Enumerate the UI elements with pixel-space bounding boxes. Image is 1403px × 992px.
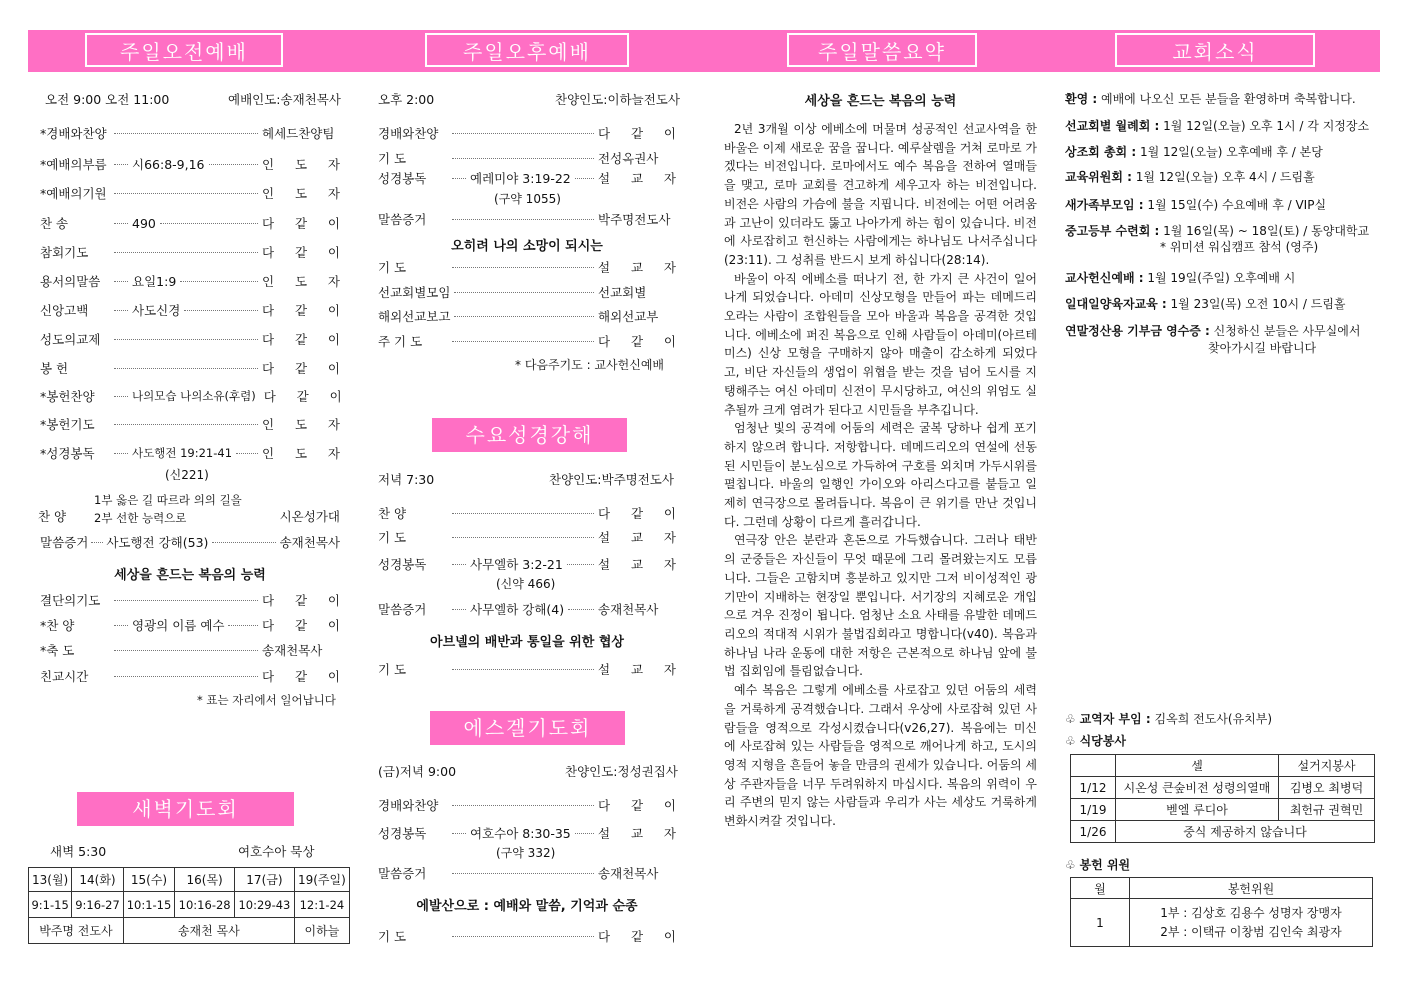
order-item-role: 전성옥권사: [598, 151, 659, 166]
ezekiel-time: (금)저녁 9:00: [378, 764, 457, 779]
summary-paragraph: 예수 복음은 그렇게 에베소를 사로잡고 있던 어둠의 세력을 거룩하게 공격했습니다. 그래서 우상에 사로잡혀 있던 사람들을 영적으로 각성시켰습니다(v26,27). 복음에는 미신에 사로잡혀 있는 사람들을 영적으로 깨어나게 하고, 도시의 영적 지형을 흔들어 놓을 만큼의 권세가 있습니다. 어둠의 세상 주관자들을 너무 두려워하지 마십시다. 복음의 위력이 우리 주변의 믿지 않는 사람들과 우리가 사는 세상도 거룩하게 변화시켜갈 것입니다.: [724, 683, 1037, 829]
order-item-detail: 사무엘하 3:2-21: [470, 557, 563, 572]
news-item-value: 신청하신 분들은 사무실에서: [1209, 324, 1361, 338]
morning-time: 오전 9:00 오전 11:00: [45, 92, 170, 107]
order-item-label: *예배의기원: [40, 186, 107, 201]
morning-reading-ref: (신221): [165, 468, 209, 482]
news-item-label: 환영 :: [1065, 92, 1098, 106]
order-item-role: 송재천목사: [598, 866, 659, 881]
news-item-value: 1월 12일(오늘) 오후 4시 / 드림홀: [1131, 170, 1315, 184]
order-item-label: 말씀증거: [378, 866, 427, 881]
news-item-value: 1월 16일(목) ~ 18일(토) / 동양대학교: [1159, 224, 1370, 238]
order-item-role: 다 같 이: [598, 334, 676, 349]
morning-order-item: [40, 242, 340, 262]
dawn-prayer-title: 새벽기도회: [77, 792, 294, 826]
offering-heading: [1065, 856, 1130, 873]
order-item-role: 다 같 이: [262, 216, 340, 231]
order-item-role: 다 같 이: [262, 593, 340, 608]
dawn-leader-cell: 이하늘: [294, 918, 349, 944]
dining-header-row: [1071, 755, 1375, 777]
order-item-label: *봉헌기도: [40, 417, 95, 432]
order-item-label: 신앙고백: [40, 303, 89, 318]
order-item-role: 헤세드찬양팀: [262, 126, 335, 141]
news-item-value: 1월 12일(오늘) 오후예배 후 / 본당: [1136, 145, 1323, 159]
clover-icon: ♧: [1065, 712, 1076, 726]
offering-title: 봉헌 위원: [1079, 858, 1131, 872]
summary-paragraph: 연극장 안은 분란과 혼돈으로 가득했습니다. 그러나 태반의 군중들은 자신들이 무엇 때문에 그리 몰려왔는지도 모릅니다. 그들은 고함치며 흥분하고 있지만 그저 비이성적인 광기만이 지배하는 현장일 뿐입니다. 서기장의 지혜로운 개입으로 겨우 진정이 됩니다. 엄청난 소요 사태를 유발한 데메드리오의 적대적 시위가 불법집회라고 명합니다(v40). 복음과 하나님 나라 운동에 대한 저항은 근본적으로 하나님 앞에 불법 집회임에 틀림없습니다.: [724, 533, 1037, 679]
order-item-role: 다 같 이: [598, 929, 676, 944]
dawn-passage-cell: 10:16-28: [175, 892, 235, 918]
order-item-detail: 나의모습 나의소유(후렴): [132, 389, 256, 403]
order-item-label: 기 도: [378, 929, 407, 944]
summary-paragraph: 바울이 아직 에베소를 떠나기 전, 한 가지 큰 사건이 일어나게 되었습니다. 아데미 신상모형을 만들어 파는 데메드리오라는 사람이 조합원들을 모아 바울과 복음을 공격한 것입니다. 에베소에 퍼진 복음으로 인해 사람들이 아데미(아르테미스) 신상 모형을 구매하지 않아 매출이 감소하게 되었다고, 비단 자신들의 생업이 위협을 받는 것을 넘어 도시를 지탱해주는 여신 아데미 신전이 무시당하고, 여신의 위엄도 실추될까 크게 염려가 된다고 시민들을 부추깁니다.: [724, 271, 1037, 417]
order-item-role: 인 도 자: [262, 417, 340, 432]
dawn-passage-cell: 9:16-27: [72, 892, 124, 918]
ezekiel-title: 에스겔기도회: [430, 711, 625, 745]
order-item-role: 다 같 이: [262, 332, 340, 347]
news-item: [1065, 117, 1369, 134]
order-item-role: 다 같 이: [262, 245, 340, 260]
afternoon-sermon-item: [378, 209, 676, 229]
order-item-role: 설 교 자: [598, 662, 676, 677]
dining-wash: 최헌규 권혁민: [1279, 799, 1375, 821]
order-item-role: 다 같 이: [263, 389, 342, 404]
order-item-label: 참회기도: [40, 245, 89, 260]
morning-order-item: [40, 414, 340, 434]
news-item-label: 일대일양육자교육 :: [1065, 297, 1167, 311]
afternoon-order-item: [378, 331, 676, 351]
morning-order-item: [40, 615, 340, 635]
news-item: [1065, 196, 1326, 213]
offering-row: [1071, 899, 1373, 947]
sermon-series: 사도행전 강해(53): [106, 535, 209, 550]
dawn-day-cell: 15(수): [123, 868, 175, 892]
minister-notice: [1065, 710, 1272, 727]
order-item-role: 인 도 자: [262, 446, 340, 461]
dawn-leader-cell: 박주명 전도사: [29, 918, 124, 944]
dawn-book: 여호수아 묵상: [238, 844, 315, 859]
order-item-role: 송재천목사: [262, 643, 323, 658]
afternoon-order-item: [378, 168, 676, 188]
order-item-detail: 사도행전 19:21-41: [132, 446, 233, 460]
header-afternoon-service: 주일오후예배: [425, 33, 629, 67]
dawn-day-cell: 17(금): [235, 868, 295, 892]
offering-month: 1: [1071, 899, 1130, 947]
morning-order-item: [40, 443, 340, 463]
news-item-value: 1월 23일(목) 오전 10시 / 드림홀: [1166, 297, 1346, 311]
morning-order-item: [40, 640, 340, 660]
dawn-time: 새벽 5:30: [50, 844, 107, 859]
dining-date: 1/26: [1071, 821, 1116, 843]
anthem-label: 찬 양: [38, 509, 67, 524]
news-item: [1065, 90, 1356, 107]
dawn-day-cell: 14(화): [72, 868, 124, 892]
wednesday-sermon-title: 아브넬의 배반과 통일을 위한 협상: [430, 635, 624, 650]
afternoon-leader: 찬양인도:이하늘전도사: [555, 92, 680, 107]
dining-title: 식당봉사: [1079, 734, 1126, 748]
next-prayer-note: * 다음주기도 : 교사헌신예배: [515, 358, 664, 372]
sermon-label: 말씀증거: [40, 535, 89, 550]
order-item-role: 설 교 자: [598, 260, 676, 275]
offering-header-row: [1071, 878, 1373, 899]
morning-order-item: [40, 666, 340, 686]
dawn-day-cell: 16(목): [175, 868, 235, 892]
dawn-passage-cell: 9:1-15: [29, 892, 72, 918]
order-item-label: 경배와찬양: [378, 798, 439, 813]
dawn-passage-cell: 12:1-24: [294, 892, 349, 918]
dawn-schedule-table: [28, 867, 350, 944]
order-item-role: 다 같 이: [262, 303, 340, 318]
dining-row: [1071, 799, 1375, 821]
morning-order-item: [40, 213, 340, 233]
news-item-label: 연말정산용 기부금 영수증 :: [1065, 324, 1210, 338]
morning-leader: 예배인도:송재천목사: [228, 92, 341, 107]
news-item: [1065, 143, 1323, 160]
order-item-label: *찬 양: [40, 618, 75, 633]
ezekiel-sermon-item: [378, 863, 676, 883]
order-item-label: 선교회별모임: [378, 285, 451, 300]
order-item-role: 박주명전도사: [598, 212, 671, 227]
news-item: [1065, 295, 1346, 312]
order-item-detail: 요일1:9: [132, 274, 177, 289]
minister-label: 교역자 부임 :: [1079, 712, 1151, 726]
order-item-role: 설 교 자: [598, 557, 676, 572]
news-item-label: 교육위원회 :: [1065, 170, 1132, 184]
dining-heading: [1065, 732, 1126, 749]
order-item-label: 결단의기도: [40, 593, 101, 608]
morning-order-item: [40, 386, 340, 406]
afternoon-sermon-title: 오히려 나의 소망이 되시는: [451, 239, 603, 254]
dawn-passages-row: [29, 892, 350, 918]
dawn-leader-cell: 송재천 목사: [123, 918, 294, 944]
anthem-song-2: 2부 선한 능력으로: [94, 511, 187, 525]
order-item-label: 용서의말씀: [40, 274, 101, 289]
order-item-role: 송재천목사: [598, 602, 659, 617]
order-item-label: 성경봉독: [378, 826, 427, 841]
order-item-label: 성도의교제: [40, 332, 101, 347]
order-item-role: 다 같 이: [262, 618, 340, 633]
order-item-label: *예배의부름: [40, 157, 107, 172]
morning-order-item: [40, 329, 340, 349]
news-item-value: 1월 15일(수) 수요예배 후 / VIP실: [1143, 198, 1327, 212]
dawn-passage-cell: 10:29-43: [235, 892, 295, 918]
order-item-role: 다 같 이: [262, 669, 340, 684]
dawn-passage-cell: 10:1-15: [123, 892, 175, 918]
order-item-role: 다 같 이: [262, 361, 340, 376]
morning-order-item: [40, 300, 340, 320]
news-item-value: 1월 12일(오늘) 오후 1시 / 각 지정장소: [1159, 119, 1370, 133]
wednesday-order-item: [378, 527, 676, 547]
order-item-role: 인 도 자: [262, 157, 340, 172]
morning-order-item: [40, 271, 340, 291]
order-item-label: *축 도: [40, 643, 75, 658]
morning-order-item: [40, 183, 340, 203]
order-item-detail: 예레미야 3:19-22: [470, 171, 571, 186]
news-item-label: 상조회 총회 :: [1065, 145, 1137, 159]
dining-wash: 김병오 최병덕: [1279, 777, 1375, 799]
dawn-day-cell: 19(주일): [294, 868, 349, 892]
order-item-role: 다 같 이: [598, 506, 676, 521]
retreat-note: * 위미션 워십캠프 참석 (영주): [1160, 240, 1319, 254]
ezekiel-reading-ref: (구약 332): [496, 846, 556, 860]
news-item: [1065, 168, 1315, 185]
order-item-label: *경배와찬양: [40, 126, 107, 141]
order-item-label: 해외선교보고: [378, 309, 451, 324]
order-item-label: 친교시간: [40, 669, 89, 684]
news-item-label: 새가족부모임 :: [1065, 198, 1144, 212]
dining-date: 1/12: [1071, 777, 1116, 799]
sermon-preacher: 송재천목사: [279, 535, 340, 550]
dining-date: 1/19: [1071, 799, 1116, 821]
afternoon-reading-ref: (구약 1055): [494, 192, 561, 206]
receipt-note: 찾아가시길 바랍니다: [1208, 341, 1317, 355]
header-morning-service: 주일오전예배: [85, 33, 283, 67]
dawn-days-row: [29, 868, 350, 892]
standing-note: * 표는 자리에서 일어납니다: [197, 693, 336, 707]
minister-value: 김옥희 전도사(유치부): [1150, 712, 1273, 726]
ezekiel-order-item: [378, 926, 676, 946]
order-item-label: 기 도: [378, 530, 407, 545]
order-item-role: 인 도 자: [262, 186, 340, 201]
header-sermon-summary: 주일말씀요약: [787, 33, 977, 67]
anthem-song-1: 1부 옳은 길 따르라 의의 길을: [94, 493, 242, 507]
anthem-choir: 시온성가대: [279, 509, 340, 524]
morning-order-item: [40, 123, 340, 143]
order-item-role: 다 같 이: [598, 126, 676, 141]
order-item-label: 찬 송: [40, 216, 69, 231]
order-item-label: 기 도: [378, 662, 407, 677]
order-item-role: 설 교 자: [598, 171, 676, 186]
offering-line-1: 1부 : 김상호 김용수 성명자 장맹자: [1160, 905, 1342, 920]
offering-table: [1070, 877, 1373, 947]
clover-icon: ♧: [1065, 858, 1076, 872]
order-item-label: 경배와찬양: [378, 126, 439, 141]
afternoon-order-item: [378, 148, 676, 168]
offering-col-month: 월: [1071, 878, 1130, 899]
order-item-detail: 영광의 이름 예수: [132, 618, 225, 633]
order-item-role: 설 교 자: [598, 530, 676, 545]
order-item-label: 말씀증거: [378, 602, 427, 617]
order-item-detail: 시66:8-9,16: [132, 157, 205, 172]
order-item-label: 성경봉독: [378, 171, 427, 186]
order-item-label: 봉 헌: [40, 361, 69, 376]
news-item-label: 선교회별 월례회 :: [1065, 119, 1160, 133]
wednesday-leader: 찬양인도:박주명전도사: [549, 472, 674, 487]
dining-cell: 시온성 큰숲비전 성령의열매: [1116, 777, 1279, 799]
afternoon-time: 오후 2:00: [378, 92, 435, 107]
news-item: [1065, 322, 1360, 339]
order-item-role: 설 교 자: [598, 826, 676, 841]
afternoon-order-item: [378, 123, 676, 143]
wednesday-title: 수요성경강해: [432, 418, 627, 452]
offering-members: [1130, 899, 1373, 947]
order-item-role: 해외선교부: [598, 309, 659, 324]
dining-col-wash: 설거지봉사: [1279, 755, 1375, 777]
order-item-detail: 사도신경: [132, 303, 181, 318]
order-item-label: 말씀증거: [378, 212, 427, 227]
order-item-label: 기 도: [378, 151, 407, 166]
order-item-label: 성경봉독: [378, 557, 427, 572]
morning-sermon-title: 세상을 흔드는 복음의 능력: [114, 568, 266, 583]
news-item: [1065, 222, 1369, 239]
morning-order-item: [40, 358, 340, 378]
order-item-detail: 사무엘하 강해(4): [470, 602, 565, 617]
dining-row: [1071, 821, 1375, 843]
header-church-news: 교회소식: [1115, 33, 1315, 67]
wednesday-reading-ref: (신약 466): [496, 577, 556, 591]
dining-cell: 중식 제공하지 않습니다: [1116, 821, 1375, 843]
dining-col-cell: 셀: [1116, 755, 1279, 777]
news-item: [1065, 269, 1295, 286]
wednesday-sermon-item: [378, 599, 676, 619]
order-item-role: 인 도 자: [262, 274, 340, 289]
dining-cell: 벧엘 루디아: [1116, 799, 1279, 821]
wednesday-time: 저녁 7:30: [378, 472, 435, 487]
order-item-detail: 여호수아 8:30-35: [470, 826, 571, 841]
news-item-label: 교사헌신예배 :: [1065, 271, 1144, 285]
news-item-value: 예배에 나오신 모든 분들을 환영하며 축복합니다.: [1097, 92, 1356, 106]
ezekiel-sermon-title: 에발산으로 : 예배와 말씀, 기억과 순종: [416, 899, 638, 914]
ezekiel-leader: 찬양인도:정성권집사: [565, 764, 678, 779]
order-item-label: 찬 양: [378, 506, 407, 521]
offering-col-members: 봉헌위원: [1130, 878, 1373, 899]
order-item-role: 선교회별: [598, 285, 647, 300]
order-item-detail: 490: [132, 215, 156, 231]
order-item-label: 주 기 도: [378, 334, 423, 349]
dining-row: [1071, 777, 1375, 799]
wednesday-order-item: [378, 554, 676, 574]
news-item-value: 1월 19일(주일) 오후예배 시: [1143, 271, 1296, 285]
afternoon-order-item: [378, 306, 676, 326]
order-item-label: 기 도: [378, 260, 407, 275]
clover-icon: ♧: [1065, 734, 1076, 748]
summary-body: [724, 120, 1037, 831]
summary-title: 세상을 흔드는 복음의 능력: [804, 94, 957, 109]
summary-paragraph: 엄청난 빛의 공격에 어둠의 세력은 굴복 당하나 쉽게 포기하지 않으려 합니다. 저항합니다. 데메드리오의 연설에 선동된 시민들이 분노심으로 가득하여 구호를 외치며 가두시위를 펼칩니다. 바울의 일행인 가이오와 아리스다고를 붙들고 일제히 연극장으로 몰려듭니다. 복음이 큰 위기를 만난 것입니다. 그런데 상황이 다르게 흘러갑니다.: [724, 421, 1037, 529]
ezekiel-order-item: [378, 823, 676, 843]
dawn-leaders-row: [29, 918, 350, 944]
wednesday-order-item: [378, 659, 676, 679]
afternoon-order-item: [378, 257, 676, 277]
morning-order-item: [40, 590, 340, 610]
afternoon-order-item: [378, 282, 676, 302]
order-item-label: *봉헌찬양: [40, 389, 95, 404]
summary-paragraph: 2년 3개월 이상 에베소에 머물며 성공적인 선교사역을 한 바울은 이제 새로운 꿈을 꿉니다. 예루살렘을 거쳐 로마로 가겠다는 비전입니다. 로마에서도 예수 복음을 전하여 열매들을 맺고, 로마 교회를 견고하게 세우고자 하는 비전입니다. 비전은 사람의 가슴에 불을 지핍니다. 비전에는 어떤 어려움과 고난이 있더라도 뚫고 나아가게 하는 힘이 있습니다. 비전에 사로잡히고 헌신하는 사람에게는 하나님도 나서주십니다(23:11). 그 성취를 반드시 보게 하십니다(28:14).: [724, 122, 1037, 267]
ezekiel-order-item: [378, 795, 676, 815]
order-item-role: 다 같 이: [598, 798, 676, 813]
morning-order-item: [40, 154, 340, 174]
morning-anthem-row: [38, 493, 340, 535]
news-item-label: 중고등부 수련회 :: [1065, 224, 1160, 238]
dining-table: [1070, 754, 1375, 843]
dawn-day-cell: 13(월): [29, 868, 72, 892]
order-item-label: *성경봉독: [40, 446, 95, 461]
morning-sermon-row: [40, 532, 340, 552]
offering-line-2: 2부 : 이택규 이창범 김인숙 최광자: [1160, 924, 1342, 939]
wednesday-order-item: [378, 503, 676, 523]
